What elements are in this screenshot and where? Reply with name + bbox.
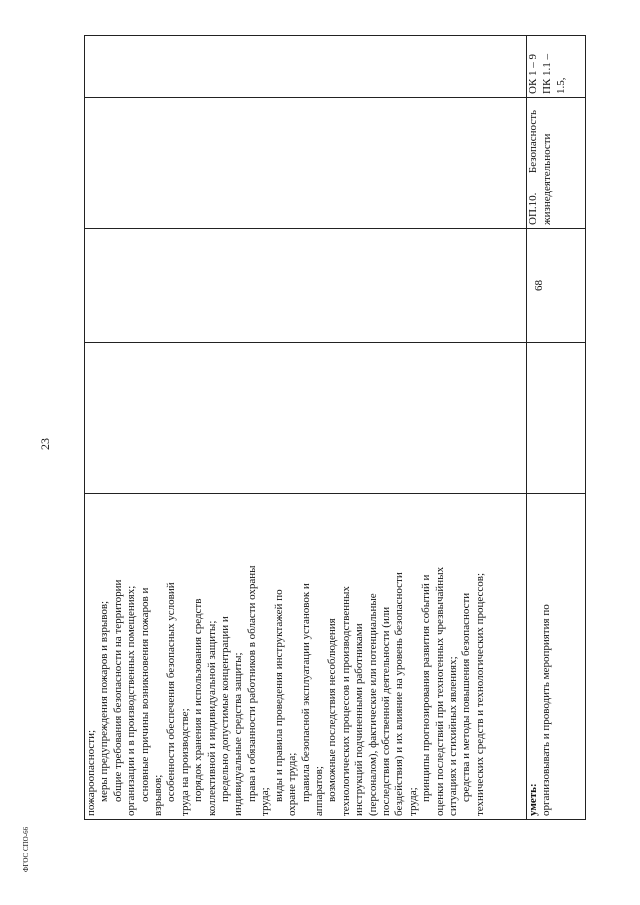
content-line: бездействия) и их влияние на уровень безопасности (393, 572, 406, 816)
content-line: основные причины возникновения пожаров и (138, 587, 151, 802)
content-line: пожароопасности; (85, 729, 97, 816)
competency-pk: ПК 1.1 – 1.5, (540, 53, 567, 94)
content-line: общие требования безопасности на территории (111, 579, 124, 802)
content-line: инструкций подчиненными работниками (353, 623, 366, 816)
empty-cell (85, 98, 527, 229)
content-line: правила безопасной эксплуатации установок и (299, 583, 312, 802)
discipline-cell (527, 98, 586, 229)
discipline-code: ОП.10. (527, 192, 539, 225)
content-line: технических средств и технологических процессов; (473, 572, 486, 816)
curriculum-table (84, 35, 586, 820)
content-line: организации и в производственных помещениях; (125, 585, 138, 816)
empty-cell (85, 343, 527, 494)
content-line: меры предупреждения пожаров и взрывов; (98, 600, 111, 802)
table-row (527, 36, 586, 820)
content-line: последствия собственной деятельности (или (379, 606, 392, 816)
content-line: права и обязанности работников в области охраны (245, 565, 258, 802)
content-line: охране труда; (286, 752, 299, 816)
content-line: труда; (406, 787, 419, 816)
content-line: коллективной и индивидуальной защиты; (205, 620, 218, 816)
document-table-area (84, 36, 585, 820)
discipline-name-cont: жизнедеятельности (540, 133, 553, 225)
content-line: ситуациях и стихийных явлениях; (446, 656, 459, 816)
content-line: индивидуальные средства защиты; (232, 652, 245, 816)
content-line: порядок хранения и использования средств (192, 598, 205, 802)
content-line: (персоналом), фактические или потенциальные (366, 593, 379, 816)
content-line: принципы прогнозирования развития событий и (420, 574, 433, 802)
discipline-name: Безопасность (527, 109, 539, 174)
hours-cell: 68 (527, 229, 586, 343)
empty-cell (527, 343, 586, 494)
empty-cell (85, 36, 527, 98)
discipline-line (527, 101, 541, 225)
content-line: аппаратов; (312, 766, 325, 816)
content-line: средства и методы повышения безопасности (460, 592, 473, 802)
competency-ok: ОК 1 – 9 (527, 53, 539, 94)
table-row (85, 36, 527, 820)
skills-cell (527, 494, 586, 820)
content-line: особенности обеспечения безопасных условий (165, 582, 178, 802)
content-line: предельно допустимые концентрации и (219, 616, 232, 802)
content-line: технологических процессов и производственных (339, 586, 352, 816)
competencies-cell (527, 36, 586, 98)
knowledge-cell (85, 494, 527, 820)
empty-cell (85, 229, 527, 343)
page-number: 23 (38, 438, 52, 450)
content-line: труда на производстве; (178, 708, 191, 816)
footer-code: ФГОС СПО-66 (22, 826, 30, 872)
content-line: взрывов; (152, 774, 165, 816)
skills-heading: уметь: (527, 783, 539, 816)
content-line: возможные последствия несоблюдения (326, 618, 339, 802)
content-line: оценки последствий при техногенных чрезвычайных (433, 566, 446, 816)
content-line: виды и правила проведения инструктажей по (272, 589, 285, 802)
content-line: организовывать и проводить мероприятия по (540, 604, 553, 816)
content-line: труда; (259, 787, 272, 816)
